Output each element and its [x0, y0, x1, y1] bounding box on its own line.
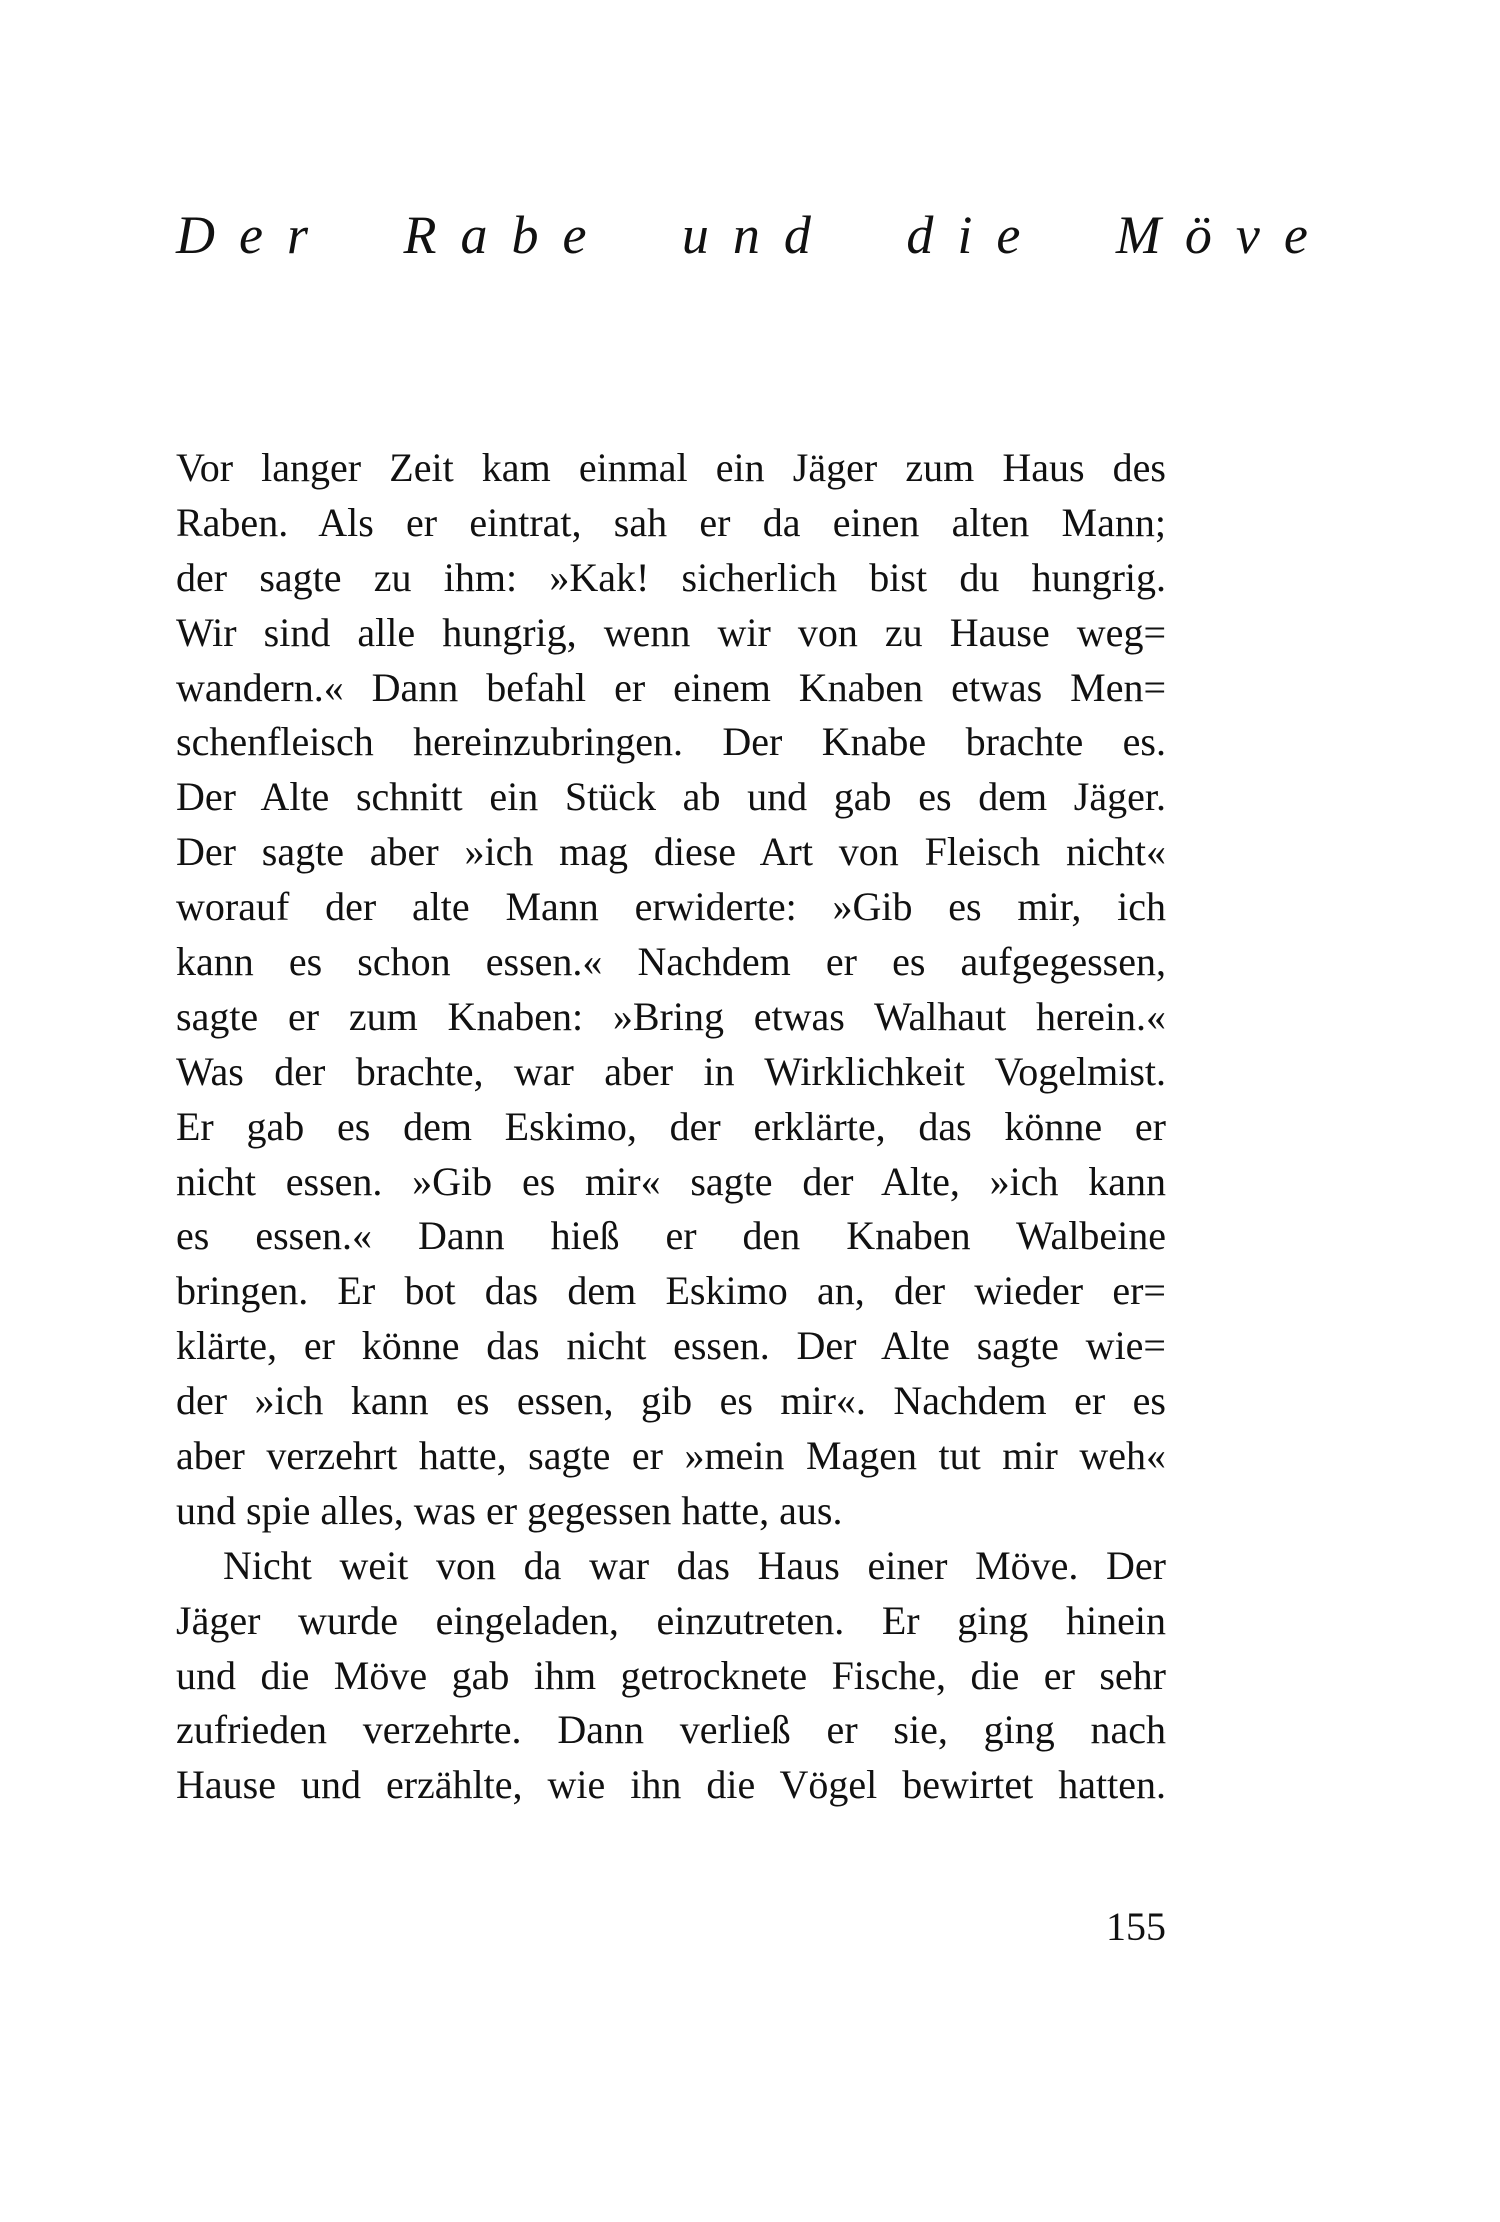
text-line: kann es schon essen.« Nachdem er es aufgegessen,: [176, 939, 1166, 985]
text-line: und spie alles, was er gegessen hatte, aus.: [176, 1487, 843, 1533]
text-line: der »ich kann es essen, gib es mir«. Nachdem er es: [176, 1378, 1166, 1424]
text-line: Hause und erzählte, wie ihn die Vögel bewirtet hatten.: [176, 1762, 1166, 1808]
text-line: es essen.« Dann hieß er den Knaben Walbeine: [176, 1213, 1166, 1259]
text-line: nicht essen. »Gib es mir« sagte der Alte, »ich kann: [176, 1158, 1166, 1204]
paragraph-2: [176, 1539, 1166, 1813]
body-text: [176, 441, 1166, 1813]
text-line: bringen. Er bot das dem Eskimo an, der wieder er=: [176, 1268, 1166, 1314]
text-line: sagte er zum Knaben: »Bring etwas Walhaut herein.«: [176, 993, 1166, 1039]
text-line: Raben. Als er eintrat, sah er da einen alten Mann;: [176, 499, 1166, 545]
text-line: aber verzehrt hatte, sagte er »mein Magen tut mir weh«: [176, 1433, 1166, 1479]
page-title: Der Rabe und die Möve: [176, 205, 1332, 265]
text-line: Was der brachte, war aber in Wirklichkeit Vogelmist.: [176, 1048, 1166, 1094]
text-line: klärte, er könne das nicht essen. Der Alte sagte wie=: [176, 1323, 1166, 1369]
text-line: Jäger wurde eingeladen, einzutreten. Er ging hinein: [176, 1597, 1166, 1643]
text-line: Nicht weit von da war das Haus einer Möve. Der: [223, 1542, 1166, 1588]
text-line: schenfleisch hereinzubringen. Der Knabe brachte es.: [176, 719, 1166, 765]
page-number: 155: [1106, 1904, 1166, 1949]
text-line: Der sagte aber »ich mag diese Art von Fleisch nicht«: [176, 829, 1166, 875]
paragraph-1: [176, 441, 1166, 1539]
text-line: und die Möve gab ihm getrocknete Fische, die er sehr: [176, 1652, 1166, 1698]
text-line: Der Alte schnitt ein Stück ab und gab es dem Jäger.: [176, 774, 1166, 820]
text-line: Er gab es dem Eskimo, der erklärte, das könne er: [176, 1103, 1166, 1149]
text-line: wandern.« Dann befahl er einem Knaben etwas Men=: [176, 664, 1166, 710]
text-line: worauf der alte Mann erwiderte: »Gib es mir, ich: [176, 884, 1166, 930]
text-line: Wir sind alle hungrig, wenn wir von zu Hause weg=: [176, 609, 1166, 655]
text-line: zufrieden verzehrte. Dann verließ er sie, ging nach: [176, 1707, 1166, 1753]
text-line: der sagte zu ihm: »Kak! sicherlich bist du hungrig.: [176, 554, 1166, 600]
text-line: Vor langer Zeit kam einmal ein Jäger zum Haus des: [176, 445, 1166, 490]
